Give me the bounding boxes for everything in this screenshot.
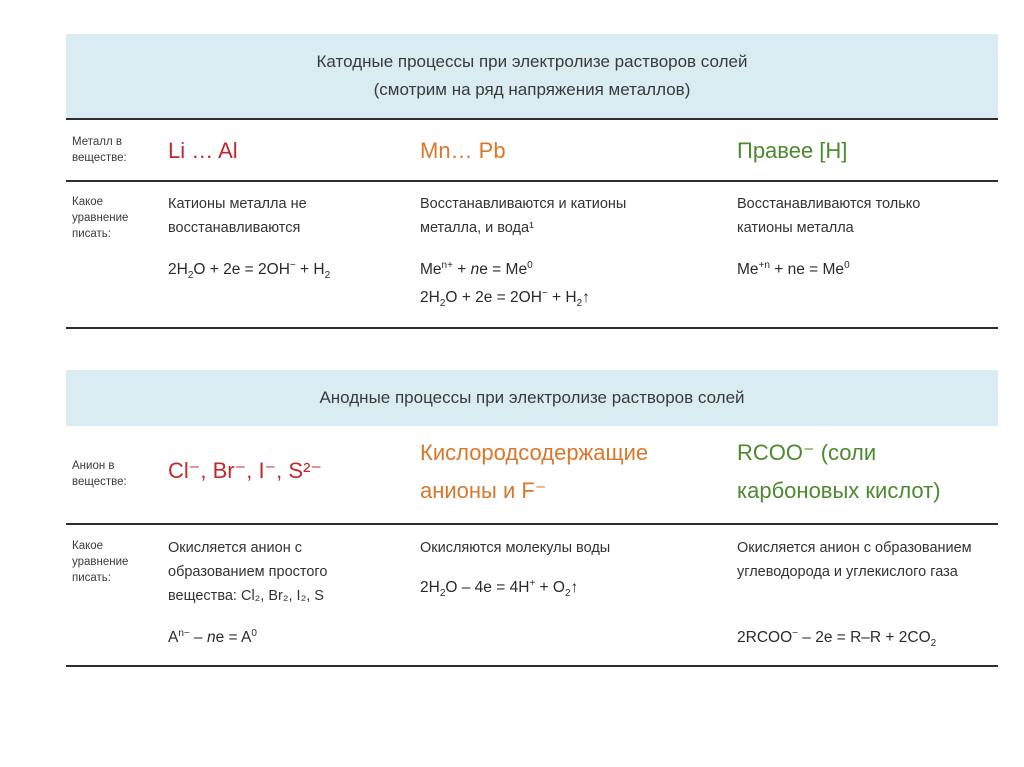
cathode-col3-equation: $Me^{+n}$ + ne = $Me^0$ (737, 259, 850, 278)
cathode-col1-text: Катионы металла не восстанавливаются (168, 196, 307, 236)
anode-col2-head (420, 434, 648, 510)
anode-col2-equation: $2H_2O - 4e = 4H^+$ + $O_2↑$ (420, 577, 579, 600)
cathode-col1-equation: $2H_2O + 2e = 2OH^- + H_2$ (168, 259, 331, 282)
cathode-col1-head: Li … Al (168, 138, 238, 163)
anode-col1-text: Окисляется анион с образованием простого вещества: Cl₂, Br₂, I₂, S (168, 540, 328, 604)
cathode-mid-rule (66, 180, 998, 182)
cathode-bottom-rule (66, 327, 998, 329)
cathode-col2-equation2: $2H_2O + 2e = 2OH^-$ + $H_2↑$ (420, 287, 590, 310)
cathode-header (66, 34, 998, 118)
cathode-row2-label: Какое уравнение писать: (72, 196, 129, 240)
anode-row1-label: Анион в веществе: (72, 460, 127, 488)
cathode-col2-equation1: $Me^{n+}$ + ne = $Me^0$ (420, 259, 533, 278)
anode-col2-head-line1: Кислородсодержащие (420, 440, 649, 465)
cathode-top-rule (66, 118, 998, 120)
cathode-col2-head: Mn… Pb (420, 138, 506, 163)
anode-mid-rule (66, 523, 998, 525)
anode-bottom-rule (66, 665, 998, 667)
anode-col1-head: Cl⁻, Br⁻, I⁻, S²⁻ (168, 458, 323, 483)
cathode-col3-text: Восстанавливаются только катионы металла (737, 196, 921, 236)
anode-col2-head-line2: анионы и F⁻ (420, 478, 547, 503)
cathode-title-line1: Катодные процессы при электролизе растворов солей (316, 52, 748, 71)
anode-col3-text: Окисляется анион с образованием углеводорода и углекислого газа (737, 540, 972, 580)
anode-header (66, 370, 998, 426)
anode-col1-equation: $A^{n-}$ – ne = $A^0$ (168, 627, 257, 646)
anode-col3-equation: 2RCOO− – $2e = R-R + 2CO_2$ (737, 627, 937, 650)
cathode-table (66, 34, 998, 310)
cathode-col2-text: Восстанавливаются и катионы металла, и вода¹ (420, 196, 627, 236)
anode-col2-text: Окисляются молекулы воды (420, 540, 611, 556)
cathode-col3-head: Правее [H] (737, 138, 848, 163)
anode-col3-head (737, 434, 941, 510)
anode-table (66, 370, 998, 650)
cathode-row1-label: Металл в веществе: (72, 136, 127, 164)
anode-row2-label: Какое уравнение писать: (72, 540, 129, 584)
anode-col3-head-line1: RCOO⁻ (соли (737, 440, 877, 465)
anode-col3-head-line2: карбоновых кислот) (737, 478, 941, 503)
anode-title: Анодные процессы при электролизе растворов солей (319, 388, 745, 407)
cathode-title-line2: (смотрим на ряд напряжения металлов) (373, 80, 691, 99)
